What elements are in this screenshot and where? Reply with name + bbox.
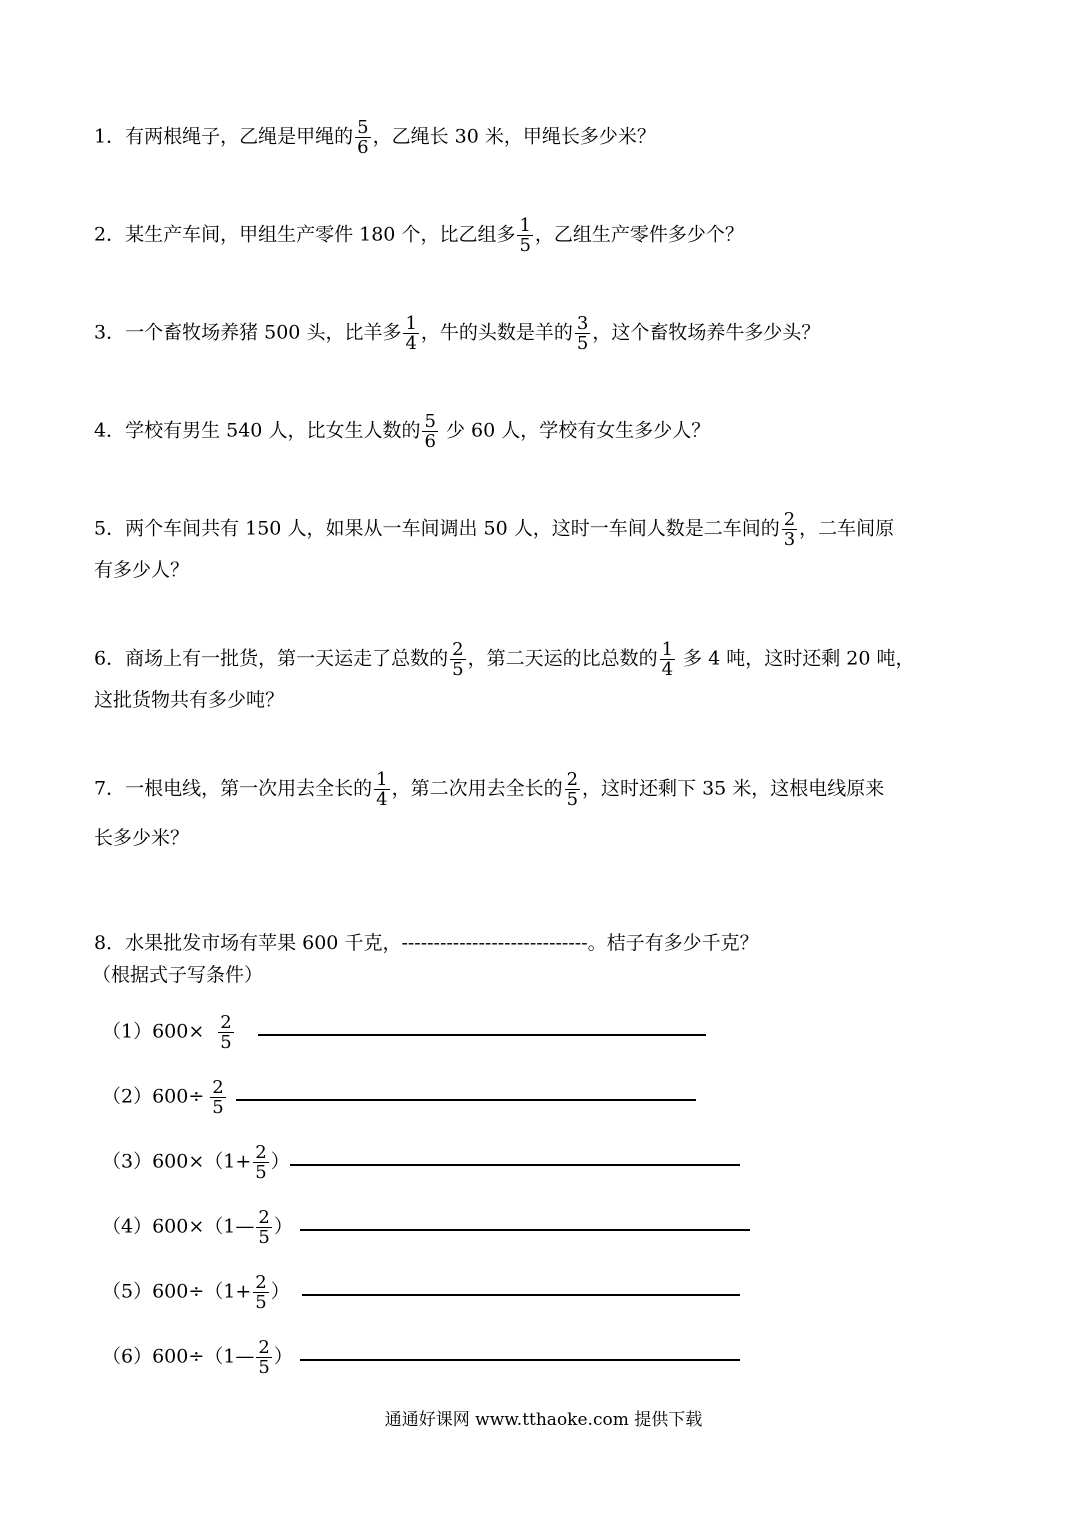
numerator: 2 (258, 1337, 270, 1358)
problem-text: 一个畜牧场养猪 500 头，比羊多 (125, 321, 402, 344)
problem-number: 5． (94, 517, 126, 540)
fraction (355, 118, 370, 157)
denominator: 5 (255, 1292, 267, 1313)
denominator: 5 (220, 1032, 232, 1053)
answer-line-3[interactable] (290, 1164, 740, 1166)
fraction (256, 1208, 271, 1247)
problem-2 (94, 216, 744, 255)
expression-close: ） (270, 1150, 290, 1173)
denominator: 4 (405, 333, 417, 354)
fraction (253, 1143, 268, 1182)
fraction (575, 314, 590, 353)
problem-text: 两个车间共有 150 人，如果从一车间调出 50 人，这时一车间人数是二车间的 (125, 517, 780, 540)
problem-text: 一根电线，第一次用去全长的 (125, 777, 373, 800)
numerator: 2 (255, 1142, 267, 1163)
fraction (403, 314, 418, 353)
page-footer: 通通好课网 www.tthaoke.com 提供下载 (384, 1410, 703, 1430)
expression-close: ） (273, 1215, 293, 1238)
problem-8 (94, 931, 759, 955)
sub-item-6 (102, 1338, 293, 1377)
expression: （5）600÷（1+ (102, 1280, 252, 1303)
expression: （4）600×（1— (102, 1215, 255, 1238)
problem-text: ，牛的头数是羊的 (420, 321, 573, 344)
denominator: 6 (357, 137, 369, 158)
problem-text: 某生产车间，甲组生产零件 180 个，比乙组多 (125, 223, 516, 246)
numerator: 5 (424, 411, 436, 432)
denominator: 5 (258, 1357, 270, 1378)
numerator: 3 (576, 313, 589, 334)
problem-7-continuation: 长多少米？ (94, 827, 190, 849)
numerator: 1 (376, 769, 388, 790)
fraction (660, 640, 675, 679)
numerator: 2 (258, 1207, 270, 1228)
answer-line-4[interactable] (300, 1229, 750, 1231)
problem-text: 水果批发市场有苹果 600 千克，-----------------------------。桔子有多少千克？ (125, 932, 759, 954)
problem-number: 4． (94, 419, 126, 442)
denominator: 5 (452, 659, 464, 680)
sub-item-2 (102, 1078, 228, 1117)
problem-text: ，这个畜牧场养牛多少头？ (592, 321, 821, 344)
numerator: 2 (212, 1077, 224, 1098)
problem-text: 学校有男生 540 人，比女生人数的 (125, 419, 421, 442)
problem-3 (94, 314, 820, 353)
denominator: 4 (376, 789, 388, 810)
sub-item-4 (102, 1208, 293, 1247)
problem-number: 1． (94, 125, 126, 148)
problem-number: 2． (94, 223, 126, 246)
problem-text: ，乙组生产零件多少个？ (534, 223, 744, 246)
problem-5-continuation: 有多少人？ (94, 559, 190, 581)
problem-text: ，二车间原 (799, 517, 895, 540)
numerator: 1 (519, 215, 531, 236)
numerator: 1 (405, 313, 417, 334)
numerator: 2 (255, 1272, 267, 1293)
denominator: 5 (212, 1097, 224, 1118)
expression-close: ） (270, 1280, 290, 1303)
problem-text: 有两根绳子，乙绳是甲绳的 (125, 125, 354, 148)
fraction (218, 1013, 233, 1052)
fraction (517, 216, 532, 255)
answer-line-1[interactable] (258, 1034, 706, 1036)
fraction (253, 1273, 268, 1312)
problem-text: 多 4 吨，这时还剩 20 吨， (677, 647, 915, 670)
denominator: 5 (258, 1227, 270, 1248)
numerator: 5 (357, 117, 369, 138)
denominator: 6 (424, 431, 436, 452)
numerator: 2 (566, 769, 579, 790)
fraction (782, 510, 797, 549)
denominator: 5 (566, 789, 579, 810)
numerator: 2 (452, 639, 464, 660)
denominator: 5 (576, 333, 589, 354)
fraction (450, 640, 465, 679)
problem-text: ，这时还剩下 35 米，这根电线原来 (582, 777, 885, 800)
expression: （6）600÷（1— (102, 1345, 255, 1368)
fraction (256, 1338, 271, 1377)
expression: （1）600× (102, 1020, 205, 1043)
problem-text: 少 60 人，学校有女生多少人？ (439, 419, 711, 442)
fraction (210, 1078, 225, 1117)
answer-line-6[interactable] (300, 1359, 740, 1361)
numerator: 2 (220, 1012, 232, 1033)
expression: （2）600÷ (102, 1085, 205, 1108)
problem-7 (94, 770, 884, 809)
problem-text: ，第二次用去全长的 (391, 777, 563, 800)
denominator: 4 (661, 659, 674, 680)
expression-close: ） (273, 1345, 293, 1368)
sub-item-3 (102, 1143, 290, 1182)
denominator: 5 (255, 1162, 267, 1183)
problem-6-continuation: 这批货物共有多少吨？ (94, 689, 285, 711)
problem-8-note: （根据式子写条件） (92, 964, 264, 986)
problem-4 (94, 412, 710, 451)
fraction (422, 412, 437, 451)
numerator: 1 (661, 639, 674, 660)
problem-6 (94, 640, 915, 679)
sub-item-5 (102, 1273, 290, 1312)
problem-5 (94, 510, 894, 549)
problem-1 (94, 118, 656, 157)
problem-number: 8． (94, 932, 126, 954)
denominator: 3 (783, 529, 796, 550)
problem-text: ，第二天运的比总数的 (467, 647, 658, 670)
answer-line-5[interactable] (302, 1294, 740, 1296)
problem-number: 7． (94, 777, 126, 800)
answer-line-2[interactable] (236, 1099, 696, 1101)
sub-item-1 (102, 1013, 236, 1052)
fraction (374, 770, 389, 809)
problem-number: 3． (94, 321, 126, 344)
denominator: 5 (519, 235, 531, 256)
numerator: 2 (783, 509, 796, 530)
expression: （3）600×（1+ (102, 1150, 252, 1173)
problem-number: 6． (94, 647, 126, 670)
problem-text: ，乙绳长 30 米，甲绳长多少米？ (372, 125, 656, 148)
problem-text: 商场上有一批货，第一天运走了总数的 (125, 647, 449, 670)
fraction (565, 770, 580, 809)
